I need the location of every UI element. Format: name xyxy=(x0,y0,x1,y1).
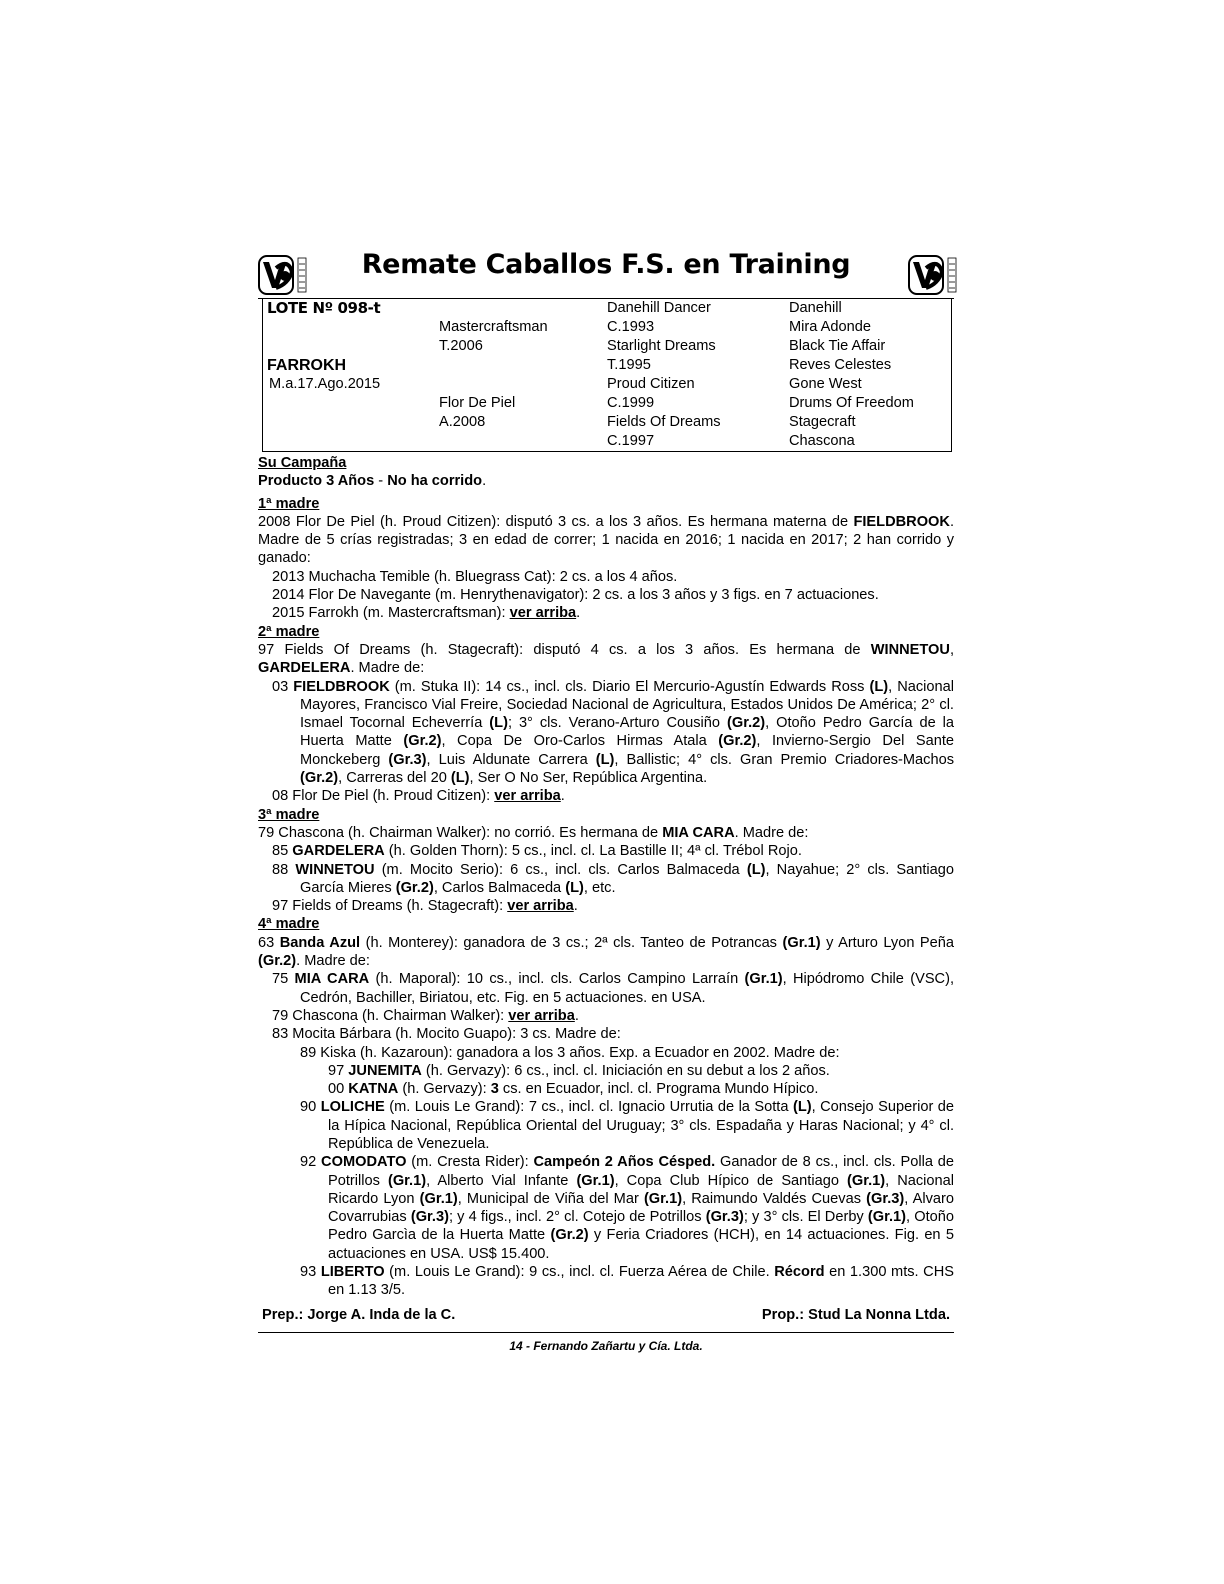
offspring-entry: 93 LIBERTO (m. Louis Le Grand): 9 cs., incl. cl. Fuerza Aérea de Chile. Récord en 1.300 mts. CHS en 1.13 3/5. xyxy=(300,1264,954,1299)
campaign-heading: Su Campaña xyxy=(258,455,347,471)
offspring-entry: 97 Fields of Dreams (h. Stagecraft): ver arriba. xyxy=(272,898,578,915)
dam-name: Flor De Piel xyxy=(439,395,516,411)
pedigree-box xyxy=(262,299,952,452)
grandparent-cell: C.1997 xyxy=(607,433,655,449)
owner-label: Prop.: Stud La Nonna Ltda. xyxy=(761,1306,950,1323)
offspring-entry: 2015 Farrokh (m. Mastercraftsman): ver arriba. xyxy=(272,605,581,622)
first-dam-intro: 2008 Flor De Piel (h. Proud Citizen): disputó 3 cs. a los 3 años. Es hermana materna de FIELDBROOK. Madre de 5 crías registradas; 3 en edad de correr; 1 nacida en 2016; 1 nacida en 2017; 2 han corrido y ganado: xyxy=(258,513,954,567)
offspring-entry: 83 Mocita Bárbara (h. Mocito Guapo): 3 cs. Madre de: xyxy=(272,1026,621,1043)
offspring-entry: 79 Chascona (h. Chairman Walker): ver arriba. xyxy=(272,1007,579,1024)
grandparent-cell: Proud Citizen xyxy=(607,376,695,392)
dam-year: A.2008 xyxy=(439,414,486,430)
second-dam-heading: 2ª madre xyxy=(258,623,320,640)
see-above-link: ver arriba xyxy=(507,898,574,915)
grandparent-cell: Starlight Dreams xyxy=(607,338,716,354)
fourth-dam-intro: 63 Banda Azul (h. Monterey): ganadora de 3 cs.; 2ª cls. Tanteo de Potrancas (Gr.1) y Arturo Lyon Peña (Gr.2). Madre de: xyxy=(258,934,955,970)
first-dam-heading: 1ª madre xyxy=(258,495,320,512)
horse-name: FARROKH xyxy=(267,357,347,374)
page-footer: 14 - Fernando Zañartu y Cía. Ltda. xyxy=(509,1338,703,1353)
pedigree-notes xyxy=(258,454,954,1300)
prep-prop-row xyxy=(258,1306,954,1324)
great-grandparent-cell: Drums Of Freedom xyxy=(789,395,914,411)
horse-info: M.a.17.Ago.2015 xyxy=(269,376,381,392)
remates-logo-icon xyxy=(908,254,958,296)
page-header xyxy=(258,249,954,299)
offspring-entry: 2013 Muchacha Temible (h. Bluegrass Cat): 2 cs. a los 4 años. xyxy=(272,568,678,585)
second-dam-intro: 97 Fields Of Dreams (h. Stagecraft): disputó 4 cs. a los 3 años. Es hermana de WINNETOU, GARDELERA. Madre de: xyxy=(258,641,954,677)
third-dam-heading: 3ª madre xyxy=(258,806,320,823)
great-grandparent-cell: Danehill xyxy=(789,300,842,316)
great-grandparent-cell: Black Tie Affair xyxy=(789,338,886,354)
offspring-entry: 2014 Flor De Navegante (m. Henrythenavigator): 2 cs. a los 3 años y 3 figs. en 7 actuaciones. xyxy=(272,587,879,604)
see-above-link: ver arriba xyxy=(508,1007,575,1024)
grandparent-cell: C.1999 xyxy=(607,395,655,411)
grandparent-cell: Danehill Dancer xyxy=(607,300,711,316)
grandparent-cell: T.1995 xyxy=(607,357,651,373)
offspring-entry: 75 MIA CARA (h. Maporal): 10 cs., incl. cls. Carlos Campino Larraín (Gr.1), Hipódromo Chile (VSC), Cedrón, Bachiller, Biriatou, etc. Fig. en 5 actuaciones. en USA. xyxy=(272,971,955,1006)
offspring-entry: 88 WINNETOU (m. Mocito Serio): 6 cs., incl. cls. Carlos Balmaceda (L), Nayahue; 2° cls. Santiago García Mieres (Gr.2), Carlos Balmaceda (L), etc. xyxy=(272,861,954,896)
offspring-entry: 00 KATNA (h. Gervazy): 3 cs. en Ecuador, incl. cl. Programa Mundo Hípico. xyxy=(328,1081,819,1098)
see-above-link: ver arriba xyxy=(494,788,561,805)
offspring-entry: 03 FIELDBROOK (m. Stuka II): 14 cs., incl. cls. Diario El Mercurio-Agustín Edwards Ross (L), Nacional Mayores, Francisco Vial Freire, Sociedad Nacional de Agricultura, Estados Unidos De América; 2° cl. Ismael Tocornal Echeverría (L); 3° cls. Verano-Arturo Cousiño (Gr.2), Otoño Pedro García de la Huerta Matte (Gr.2), Copa De Oro-Carlos Hirmas Atala (Gr.2), Invierno-Sergio Del Sante Monckeberg (Gr.3), Luis Aldunate Carrera (L), Ballistic; 4° cls. Gran Premio Criadores-Machos (Gr.2), Carreras del 20 (L), Ser O No Ser, República Argentina. xyxy=(272,678,954,787)
offspring-entry: 92 COMODATO (m. Cresta Rider): Campeón 2 Años Césped. Ganador de 8 cs., incl. cls. Polla de Potrillos (Gr.1), Alberto Vial Infante (Gr.1), Copa Club Hípico de Santiago (Gr.1), Nacional Ricardo Lyon (Gr.1), Municipal de Viña del Mar (Gr.1), Raimundo Valdés Cuevas (Gr.3), Alvaro Covarrubias (Gr.3); y 4 figs., incl. 2° cl. Cotejo de Potrillos (Gr.3); y 3° cls. El Derby (Gr.1), Otoño Pedro Garcìa de la Huerta Matte (Gr.2) y Feria Criadores (HCH), en 14 actuaciones. Fig. en 5 actuaciones en USA. US$ 15.400. xyxy=(300,1154,955,1262)
great-grandparent-cell: Gone West xyxy=(789,376,862,392)
third-dam-intro: 79 Chascona (h. Chairman Walker): no corrió. Es hermana de MIA CARA. Madre de: xyxy=(258,824,809,841)
fourth-dam-heading: 4ª madre xyxy=(258,916,320,933)
campaign-line: Producto 3 Años - No ha corrido. xyxy=(258,473,487,490)
preparer-label: Prep.: Jorge A. Inda de la C. xyxy=(262,1306,456,1323)
great-grandparent-cell: Stagecraft xyxy=(789,414,856,430)
grandparent-cell: Fields Of Dreams xyxy=(607,414,721,430)
lot-number: LOTE Nº 098-t xyxy=(267,299,381,317)
offspring-entry: 97 JUNEMITA (h. Gervazy): 6 cs., incl. cl. Iniciación en su debut a los 2 años. xyxy=(328,1062,830,1079)
offspring-entry: 08 Flor De Piel (h. Proud Citizen): ver arriba. xyxy=(272,788,565,805)
sire-name: Mastercraftsman xyxy=(439,319,548,335)
grandparent-cell: C.1993 xyxy=(607,319,655,335)
offspring-entry: 90 LOLICHE (m. Louis Le Grand): 7 cs., incl. cl. Ignacio Urrutia de la Sotta (L), Consejo Superior de la Hípica Nacional, República Oriental del Uruguay; 3° cls. Espadaña y Haras Nacional; y 4° cl. República de Venezuela. xyxy=(300,1099,955,1152)
page-title: Remate Caballos F.S. en Training xyxy=(361,249,851,280)
offspring-entry: 85 GARDELERA (h. Golden Thorn): 5 cs., incl. cl. La Bastille II; 4ª cl. Trébol Rojo. xyxy=(272,843,802,860)
see-above-link: ver arriba xyxy=(509,605,577,622)
sire-year: T.2006 xyxy=(439,338,483,354)
offspring-entry: 89 Kiska (h. Kazaroun): ganadora a los 3 años. Exp. a Ecuador en 2002. Madre de: xyxy=(300,1044,840,1061)
great-grandparent-cell: Chascona xyxy=(789,433,855,449)
document-page xyxy=(258,249,955,1355)
great-grandparent-cell: Reves Celestes xyxy=(789,357,892,373)
great-grandparent-cell: Mira Adonde xyxy=(789,319,871,335)
footer-divider xyxy=(258,1332,954,1333)
